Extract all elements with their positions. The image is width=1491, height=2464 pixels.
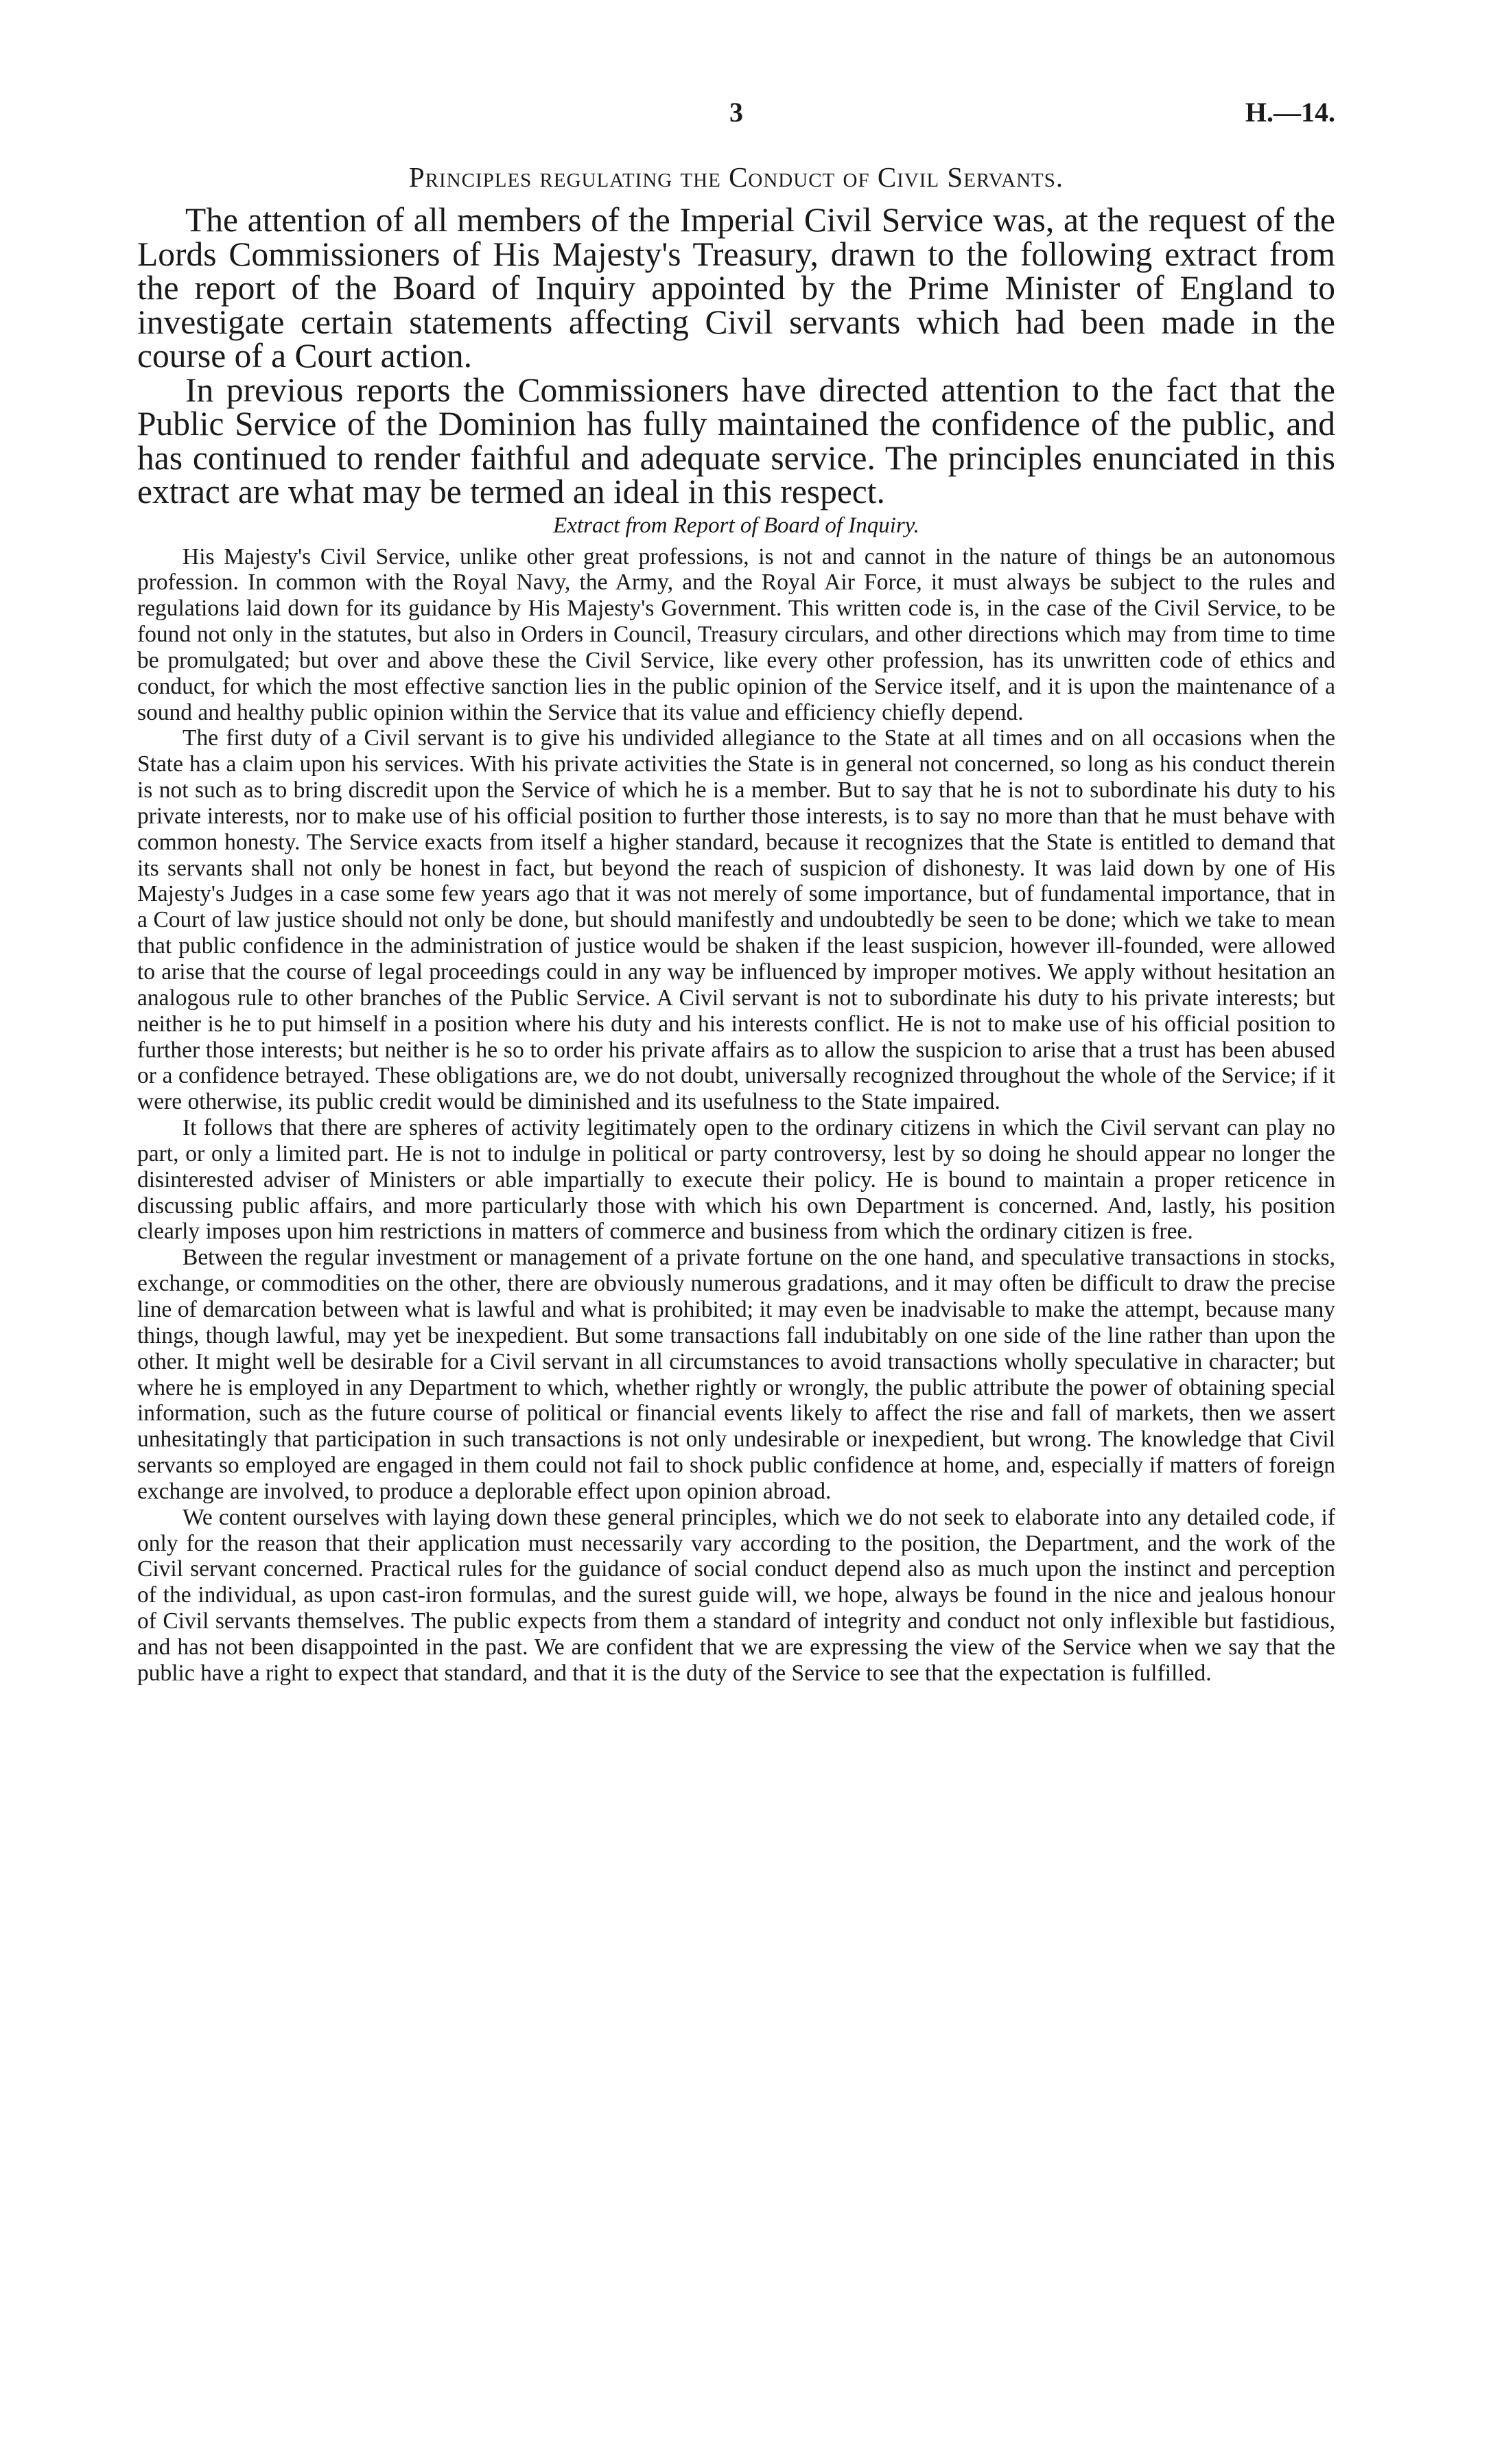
page-number: 3 [729,97,743,128]
extract-paragraph: We content ourselves with laying down these general principles, which we do not seek to elaborate into any detailed code, if only for the reason that their application must necessarily vary according to the position, the Department, and the work of the Civil servant concerned. Practical rules for the guidance of social conduct depend also as much upon the instinct and perception of the individual, as upon cast-iron formulas, and the surest guide will, we hope, always be found in the nice and jealous honour of Civil servants themselves. The public expects from them a standard of integrity and conduct not only inflexible but fastidious, and has not been disappointed in the past. We are confident that we are expressing the view of the Service when we say that the public have a right to expect that standard, and that it is the duty of the Service to see that the expectation is fulfilled. [137,1504,1335,1686]
intro-section [137,203,1335,509]
extract-paragraph: Between the regular investment or management of a private fortune on the one hand, and speculative transactions in stocks, exchange, or commodities on the other, there are obviously numerous gradations, and it may often be difficult to draw the precise line of demarcation between what is lawful and what is prohibited; it may even be inadvisable to make the attempt, because many things, though lawful, may yet be inexpedient. But some transactions fall indubitably on one side of the line rather than upon the other. It might well be desirable for a Civil servant in all circumstances to avoid transactions wholly speculative in character; but where he is employed in any Department to which, whether rightly or wrongly, the public attribute the power of obtaining special information, such as the future course of political or financial events likely to affect the rise and fall of markets, then we assert unhesitatingly that participation in such transactions is not only undesirable or inexpedient, but wrong. The knowledge that Civil servants so employed are engaged in them could not fail to shock public confidence at home, and, especially if matters of foreign exchange are involved, to produce a deplorable effect upon opinion abroad. [137,1245,1335,1504]
intro-paragraph: In previous reports the Commissioners have directed attention to the fact that the Public Service of the Dominion has fully maintained the confidence of the public, and has continued to render faithful and adequate service. The principles enunciated in this extract are what may be termed an ideal in this respect. [137,371,1335,511]
extract-paragraph: It follows that there are spheres of activity legitimately open to the ordinary citizens in which the Civil servant can play no part, or only a limited part. He is not to indulge in political or party controversy, lest by so doing he should appear no longer the disinterested adviser of Ministers or able impartially to execute their policy. He is bound to maintain a proper reticence in discussing public affairs, and more particularly those with which his own Department is concerned. And, lastly, his position clearly imposes upon him restrictions in matters of commerce and business from which the ordinary citizen is free. [137,1115,1335,1245]
extract-paragraph: The first duty of a Civil servant is to give his undivided allegiance to the State at all times and on all occasions when the State has a claim upon his services. With his private activities the State is in general not concerned, so long as his conduct therein is not such as to bring discredit upon the Service of which he is a member. But to say that he is not to subordinate his duty to his private interests, nor to make use of his official position to further those interests, is to say no more than that he must behave with common honesty. The Service exacts from itself a higher standard, because it recognizes that the State is entitled to demand that its servants shall not only be honest in fact, but beyond the reach of suspicion of dishonesty. It was laid down by one of His Majesty's Judges in a case some few years ago that it was not merely of some importance, but of fundamental importance, that in a Court of law justice should not only be done, but should manifestly and undoubtedly be seen to be done; which we take to mean that public confidence in the administration of justice would be shaken if the least suspicion, however ill-founded, were allowed to arise that the course of legal proceedings could in any way be influenced by improper motives. We apply without hesitation an analogous rule to other branches of the Public Service. A Civil servant is not to subordinate his duty to his private interests; but neither is he to put himself in a position where his duty and his interests conflict. He is not to make use of his official position to further those interests; but neither is he so to order his private affairs as to allow the suspicion to arise that a trust has been abused or a confidence betrayed. These obligations are, we do not doubt, universally recognized throughout the whole of the Service; if it were otherwise, its public credit would be diminished and its usefulness to the State impaired. [137,725,1335,1115]
intro-paragraph: The attention of all members of the Imperial Civil Service was, at the request of the Lords Commissioners of His Majesty's Treasury, drawn to the following extract from the report of the Board of Inquiry appointed by the Prime Minister of England to investigate certain statements affecting Civil servants which had been made in the course of a Court action. [137,201,1335,375]
document-page [137,96,1335,1687]
extract-section [137,544,1335,1687]
section-title: Principles regulating the Conduct of Civil Servants. [408,161,1064,193]
extract-paragraph: His Majesty's Civil Service, unlike other great professions, is not and cannot in the nature of things be an autonomous profession. In common with the Royal Navy, the Army, and the Royal Air Force, it must always be subject to the rules and regulations laid down for its guidance by His Majesty's Government. This written code is, in the case of the Civil Service, to be found not only in the statutes, but also in Orders in Council, Treasury circulars, and other directions which may from time to time be promulgated; but over and above these the Civil Service, like every other profession, has its unwritten code of ethics and conduct, for which the most effective sanction lies in the public opinion of the Service itself, and it is upon the maintenance of a sound and healthy public opinion within the Service that its value and efficiency chiefly depend. [137,543,1335,725]
page-header [137,96,1335,134]
extract-title: Extract from Report of Board of Inquiry. [553,513,919,538]
document-reference: H.—14. [1245,97,1335,128]
